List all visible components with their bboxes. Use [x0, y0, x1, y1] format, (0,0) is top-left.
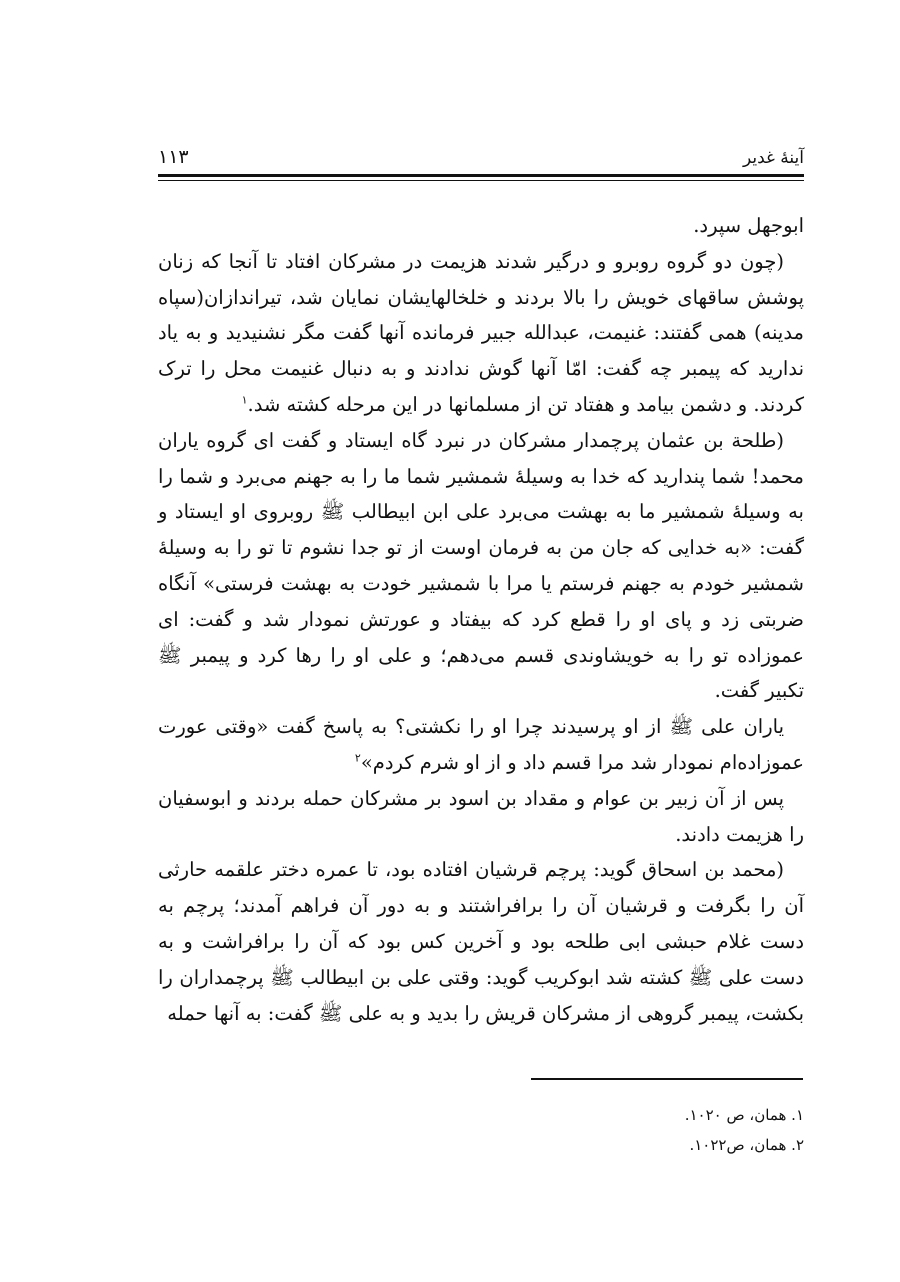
- paragraph: (محمد بن اسحاق گوید: پرچم قرشیان افتاده بود، تا عمره دختر علقمه حارثی آن را بگرفت و قرشیان آن را برافراشتند و به دور آن فراهم آمدند؛ پرچم به دست غلام حبشی ابی طلحه بود و آخرین کس بود که آن را برافراشت و به دست علی ﷺ کشته شد ابوکریب گوید: وقتی علی بن ابیطالب ﷺ پرچمداران را بکشت، پیمبر گروهی از مشرکان قریش را بدید و به علی ﷺ گفت: به آنها حمله: [158, 858, 804, 1025]
- header-rule-thin: [158, 180, 804, 181]
- body-text: [158, 208, 804, 1031]
- book-title: آینهٔ غدیر: [742, 148, 804, 168]
- header-rule: [158, 174, 804, 177]
- paragraph: ابوجهل سپرد.: [693, 214, 804, 237]
- footnote: ۲. همان، ص۱۰۲۲.: [689, 1136, 804, 1154]
- paragraph: پس از آن زبیر بن عوام و مقداد بن اسود بر مشرکان حمله بردند و ابوسفیان را هزیمت دادند.: [158, 786, 804, 846]
- paragraph: [158, 709, 804, 781]
- footnote-ref: ۱: [241, 393, 248, 407]
- paragraph-text: (چون دو گروه روبرو و درگیر شدند هزیمت در مشرکان افتاد تا آنجا که زنان پوشش ساقهای خویش را بالا بردند و خلخالهایشان نمایان شد، تیراندازان(سپاه مدینه) همی گفتند: غنیمت، عبدالله جبیر فرمانده آنها گفت مگر نشنیدید و به یاد ندارید که پیمبر چه گفت: امّا آنها گوش ندادند و به دنبال غنیمت محل را ترک کردند. و دشمن بیامد و هفتاد تن از مسلمانها در این مرحله کشته شد.: [158, 249, 804, 416]
- running-header: [158, 148, 804, 172]
- paragraph-text: یاران علی ﷺ از او پرسیدند چرا او را نکشتی؟ به پاسخ گفت «وقتی عورت عموزاده‌ام نمودار شد مرا قسم داد و از او شرم کردم»: [158, 715, 804, 774]
- footnotes: [404, 1100, 804, 1160]
- paragraph: (طلحة بن عثمان پرچمدار مشرکان در نبرد گاه ایستاد و گفت ای گروه یاران محمد! شما پندارید که خدا به وسیلهٔ شمشیر شما ما را به جهنم می‌برد و شما را به وسیلهٔ شمشیر ما به بهشت می‌برد علی ابن ابیطالب ﷺ روبروی او ایستاد و گفت: «به خدایی که جان من به فرمان اوست از تو جدا نشوم تا تو را به وسیلهٔ شمشیر خودم به جهنم فرستم یا مرا با شمشیر خودت به بهشت فرستی» آنگاه ضربتی زد و پای او را قطع کرد که بیفتاد و عورتش نمودار شد و گفت: ای عموزاده تو را به خویشاوندی قسم می‌دهم؛ و علی او را رها کرد و پیمبر ﷺ تکبیر گفت.: [158, 428, 804, 703]
- footnote-separator: [531, 1078, 803, 1080]
- footnote-ref: ۲: [354, 751, 361, 765]
- footnote: ۱. همان، ص ۱۰۲۰.: [684, 1106, 804, 1124]
- paragraph: [158, 244, 804, 423]
- page-number: ۱۱۳: [158, 146, 189, 168]
